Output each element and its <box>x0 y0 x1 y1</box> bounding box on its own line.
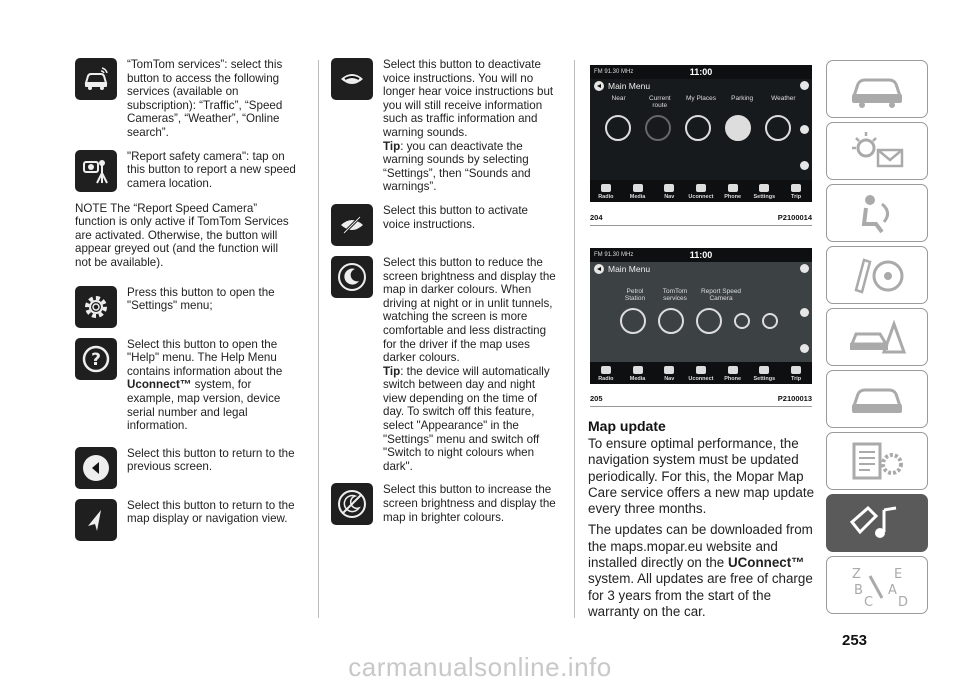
index-icon <box>842 562 912 608</box>
menu-header <box>590 79 812 95</box>
column-divider <box>318 60 319 618</box>
bottom-bar <box>590 180 812 202</box>
gear-icon <box>734 313 750 329</box>
warning-lights-icon <box>842 128 912 174</box>
section-heading: Map update <box>588 418 666 434</box>
entry-day-mode <box>331 483 556 525</box>
figure-main-menu-2 <box>590 248 812 384</box>
voice-on-icon <box>331 204 373 246</box>
gear-icon <box>75 286 117 328</box>
voice-off-icon <box>331 58 373 100</box>
bottom-bar <box>590 362 812 384</box>
speed-camera-icon <box>696 308 722 334</box>
entry-text: Press this button to open the "Settings" menu; <box>127 285 275 313</box>
bar-media: Media <box>625 366 651 382</box>
radio-status: FM 91.30 MHz <box>594 252 634 258</box>
paragraph-2 <box>588 522 818 620</box>
menu-title: Main Menu <box>608 264 651 274</box>
tile-current-route: Current route <box>648 95 671 109</box>
tile-my-places: My Places <box>685 95 716 102</box>
entry-tomtom-services <box>75 58 297 140</box>
figure-code: P2100013 <box>777 394 812 403</box>
night-mode-text: Select this button to reduce the screen brightness and display the map in darker colours. When driving at night or in unlit tunnels, watching the screen is more comfortable and less distracting for the driver if the map uses darker colours. <box>383 255 556 365</box>
index-letter: B <box>854 583 863 598</box>
tab-warning-lights[interactable] <box>826 122 928 180</box>
bar-uconnect: Uconnect <box>688 366 714 382</box>
bar-nav: Nav <box>656 366 682 382</box>
bar-settings: Settings <box>751 366 777 382</box>
entry-text <box>383 256 556 474</box>
clock: 11:00 <box>689 250 713 260</box>
index-letter: D <box>898 595 909 608</box>
tile-report-speed-camera: Report Speed Camera <box>700 288 742 302</box>
tab-multimedia[interactable] <box>826 494 928 552</box>
figure-main-menu-1 <box>590 65 812 202</box>
entry-text: Select this button to return to the previous screen. <box>127 446 295 474</box>
tab-steering[interactable] <box>826 246 928 304</box>
control-icon <box>800 344 809 353</box>
bar-settings: Settings <box>751 184 777 200</box>
fuel-icon <box>620 308 646 334</box>
help-text-bold: Uconnect™ <box>127 378 192 392</box>
paragraph-1: To ensure optimal performance, the navigation system must be updated periodically. For this, the Mopar Map Care service offers a new map update every three months. <box>588 436 815 517</box>
entry-text: Select this button to increase the screen brightness and display the map in brighter colours. <box>383 483 556 524</box>
control-icon <box>800 264 809 273</box>
tile-petrol-station: Petrol Station <box>624 288 646 302</box>
tile-tomtom-services: TomTom services <box>662 288 688 302</box>
bar-radio: Radio <box>593 184 619 200</box>
help-icon <box>75 338 117 380</box>
tip-label: Tip <box>383 139 401 153</box>
figure-code: P2100014 <box>777 213 812 222</box>
breakdown-icon <box>842 314 912 360</box>
bar-trip: Trip <box>783 184 809 200</box>
page-number: 253 <box>842 632 868 649</box>
tab-car[interactable] <box>826 60 928 118</box>
day-mode-icon <box>331 483 373 525</box>
speed-camera-icon <box>75 150 117 192</box>
entry-voice-off <box>331 58 556 194</box>
radio-status: FM 91.30 MHz <box>594 69 634 75</box>
car-icon <box>842 66 912 112</box>
airbag-icon <box>842 190 912 236</box>
night-mode-icon <box>331 256 373 298</box>
middle-column <box>331 58 556 535</box>
bar-radio: Radio <box>593 366 619 382</box>
voice-off-text: Select this button to deactivate voice instructions. You will no longer hear voice instructions but you will still receive information such as traffic information and warning sounds. <box>383 58 554 139</box>
p2-pre: The updates can be downloaded from the maps.mopar.eu website and installed directly on the <box>588 522 813 571</box>
tile-parking: Parking <box>731 95 754 102</box>
help-text-pre: Select this button to open the "Help" menu. The Help Menu contains information about the <box>127 337 283 378</box>
car-services-icon <box>658 308 684 334</box>
menu-title: Main Menu <box>608 81 651 91</box>
multimedia-icon <box>842 500 912 546</box>
index-letter: E <box>894 567 903 582</box>
back-icon <box>75 447 117 489</box>
menu-tiles <box>590 95 812 109</box>
entry-voice-on <box>331 204 556 246</box>
clock: 11:00 <box>689 67 713 77</box>
index-letter: C <box>864 595 874 608</box>
entry-back <box>75 447 297 489</box>
help-text-post: system, for example, map version, device serial number and legal information. <box>127 378 281 433</box>
entry-report-camera <box>75 150 297 192</box>
back-icon <box>594 264 604 274</box>
tip-text: : you can deactivate the warning sounds by selecting “Settings”, then “Sounds and warnings”. <box>383 139 531 194</box>
menu-tiles <box>590 278 812 302</box>
control-icon <box>800 161 809 170</box>
entry-settings <box>75 286 297 328</box>
tile-near: Near <box>611 95 626 102</box>
tip-label: Tip <box>383 364 401 378</box>
control-icon <box>800 125 809 134</box>
tile-icons <box>590 302 812 334</box>
entry-text: “TomTom services”: select this button to access the following services (available on subscription): “Traffic”, “Speed Cameras”, “Weather”, “Online search”. <box>127 58 283 139</box>
bar-phone: Phone <box>720 184 746 200</box>
figure-caption-204 <box>590 213 812 222</box>
entry-text: Select this button to activate voice instructions. <box>383 203 529 231</box>
bar-nav: Nav <box>656 184 682 200</box>
control-icon <box>800 81 809 90</box>
tab-specs[interactable] <box>826 432 928 490</box>
figure-number: 205 <box>590 394 603 403</box>
entry-help <box>75 338 297 433</box>
tile-weather: Weather <box>771 95 796 102</box>
caption-rule <box>590 406 812 407</box>
bar-trip: Trip <box>783 366 809 382</box>
places-icon <box>685 115 711 141</box>
tab-car-maintenance[interactable] <box>826 370 928 428</box>
index-letter: Z <box>852 567 861 582</box>
map-update-section <box>588 418 818 625</box>
figure-number: 204 <box>590 213 603 222</box>
bar-uconnect: Uconnect <box>688 184 714 200</box>
map-view-icon <box>75 499 117 541</box>
note-report-camera: NOTE The “Report Speed Camera” function is only active if TomTom Services are activated. Otherwise, the button will appear greyed out (and the function will not be available). <box>75 201 289 269</box>
tile-icons <box>590 109 812 141</box>
index-letter: A <box>888 583 897 598</box>
help-icon <box>762 313 778 329</box>
entry-text: Select this button to return to the map display or navigation view. <box>127 498 295 526</box>
bar-media: Media <box>625 184 651 200</box>
left-column <box>75 58 297 551</box>
entry-text <box>383 58 556 194</box>
p2-post: system. All updates are free of charge for 3 years from the start of the warranty on the car. <box>588 571 813 619</box>
p2-bold: UConnect™ <box>727 555 805 571</box>
bar-phone: Phone <box>720 366 746 382</box>
entry-text <box>127 338 297 433</box>
status-bar <box>590 248 812 262</box>
entry-map-view <box>75 499 297 541</box>
route-icon <box>645 115 671 141</box>
tab-index[interactable] <box>826 556 928 614</box>
caption-rule <box>590 225 812 226</box>
tab-breakdown[interactable] <box>826 308 928 366</box>
entry-night-mode <box>331 256 556 474</box>
steering-icon <box>842 252 912 298</box>
back-icon <box>594 81 604 91</box>
entry-text: "Report safety camera": tap on this button to report a new speed camera location. <box>127 149 296 190</box>
parking-icon <box>725 115 751 141</box>
specs-icon <box>842 438 912 484</box>
figure-caption-205 <box>590 394 812 403</box>
svg-text:?: ? <box>91 349 101 370</box>
car-maintenance-icon <box>842 376 912 422</box>
column-divider <box>574 60 575 618</box>
menu-header <box>590 262 812 278</box>
weather-icon <box>765 115 791 141</box>
status-bar <box>590 65 812 79</box>
control-icon <box>800 308 809 317</box>
search-icon <box>605 115 631 141</box>
watermark: carmanualsonline.info <box>348 652 612 682</box>
tip-text: : the device will automatically switch between day and night view depending on the time of day. To switch off this feature, select "Appearance" in the "Settings" menu and switch off "Switch to night colours when dark". <box>383 364 550 473</box>
car-services-icon <box>75 58 117 100</box>
tab-airbag[interactable] <box>826 184 928 242</box>
